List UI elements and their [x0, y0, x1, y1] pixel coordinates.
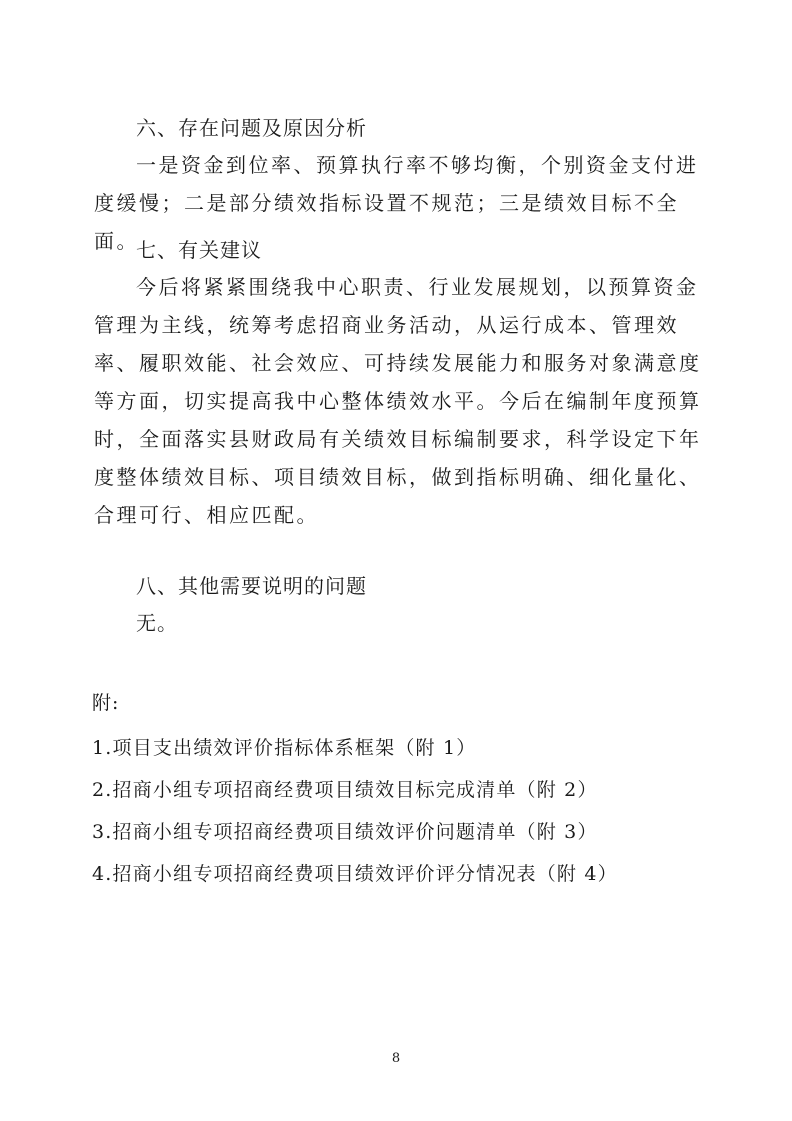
- section-eight-heading: 八、其他需要说明的问题: [136, 574, 367, 598]
- section-six-heading: 六、存在问题及原因分析: [136, 116, 367, 140]
- attachment-item-2: 2.招商小组专项招商经费项目绩效目标完成清单（附 2）: [92, 779, 598, 801]
- attachment-item-1: 1.项目支出绩效评价指标体系框架（附 1）: [92, 737, 477, 759]
- section-seven-heading: 七、有关建议: [136, 238, 262, 262]
- page-number: 8: [391, 1051, 401, 1066]
- attachment-item-3: 3.招商小组专项招商经费项目绩效评价问题清单（附 3）: [92, 821, 598, 843]
- section-seven-text: [94, 268, 704, 534]
- section-seven-body: 今后将紧紧围绕我中心职责、行业发展规划，以预算资金管理为主线，统筹考虑招商业务活动，从运行成本、管理效率、履职效能、社会效应、可持续发展能力和服务对象满意度等方面，切实提高我中心整体绩效水平。今后在编制年度预算时，全面落实县财政局有关绩效目标编制要求，科学设定下年度整体绩效目标、项目绩效目标，做到指标明确、细化量化、合理可行、相应匹配。: [94, 275, 702, 527]
- section-six-body: 一是资金到位率、预算执行率不够均衡，个别资金支付进度缓慢；二是部分绩效指标设置不规范；三是绩效目标不全面。: [94, 153, 699, 253]
- section-eight-text: 无。: [136, 611, 178, 635]
- attachment-item-4: 4.招商小组专项招商经费项目绩效评价评分情况表（附 4）: [92, 863, 618, 885]
- attachments-label: 附:: [92, 692, 120, 714]
